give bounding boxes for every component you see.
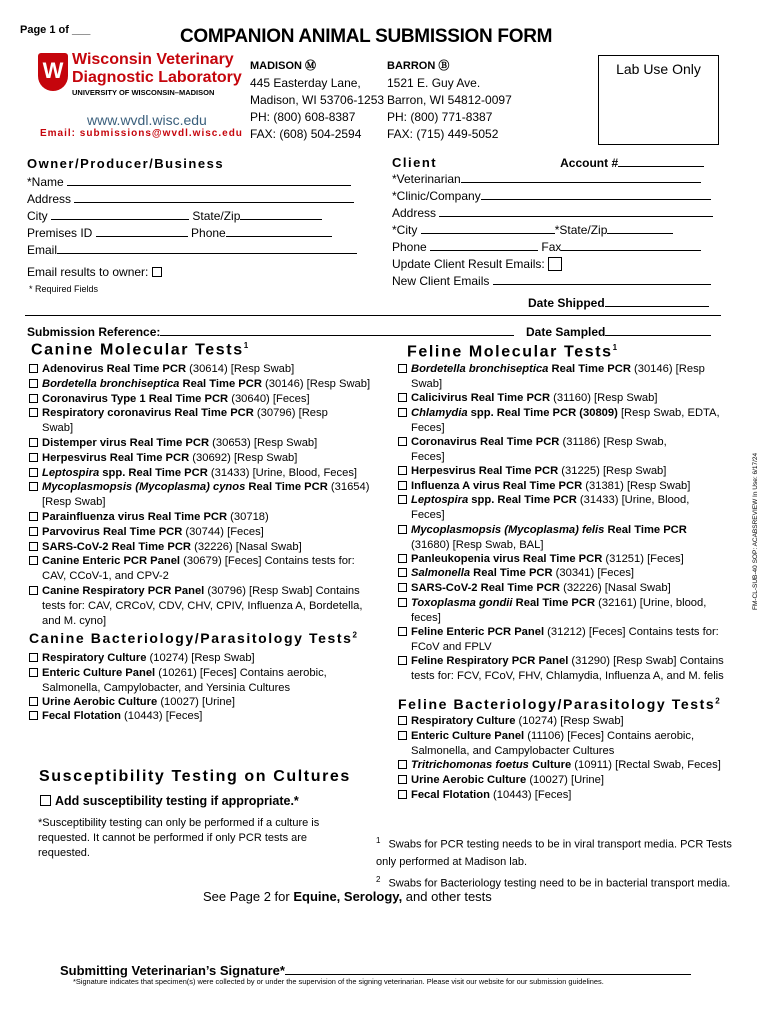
test-option[interactable] bbox=[29, 466, 374, 481]
footnote-2: Swabs for Bacteriology testing need to be in bacterial transport media. bbox=[388, 877, 731, 890]
footnote-ref: 2 bbox=[715, 696, 722, 706]
client-address-label: Address bbox=[392, 206, 437, 220]
divider-line bbox=[25, 315, 721, 316]
test-option[interactable] bbox=[29, 480, 374, 510]
test-name-suffix: spp. Real Time PCR bbox=[468, 494, 577, 507]
test-details-cont: tests for: CAV, CRCoV, CDV, CHV, CPIV, Influenza A, Bordetella, bbox=[42, 600, 363, 612]
test-checkbox[interactable] bbox=[398, 656, 407, 665]
test-name: Influenza A virus Real Time PCR bbox=[411, 479, 583, 492]
test-option[interactable] bbox=[398, 581, 743, 596]
test-checkbox[interactable] bbox=[398, 481, 407, 490]
test-checkbox[interactable] bbox=[29, 394, 38, 403]
test-option[interactable] bbox=[398, 714, 743, 729]
test-details: (31654) bbox=[327, 481, 370, 494]
test-option[interactable] bbox=[29, 451, 374, 466]
test-checkbox[interactable] bbox=[398, 627, 407, 636]
footnote-number: 2 bbox=[376, 874, 381, 884]
test-option[interactable] bbox=[398, 625, 743, 655]
test-details: (30640) [Feces] bbox=[228, 392, 310, 405]
submission-reference-label: Submission Reference: bbox=[27, 325, 161, 339]
test-option[interactable] bbox=[29, 392, 374, 407]
date-sampled bbox=[526, 324, 711, 341]
test-option[interactable] bbox=[398, 493, 743, 523]
owner-heading: Owner/Producer/Business bbox=[27, 156, 225, 171]
new-client-emails-field[interactable] bbox=[493, 273, 711, 285]
email-results-checkbox[interactable] bbox=[152, 267, 162, 277]
email-results-label: Email results to owner: bbox=[27, 265, 149, 279]
test-checkbox[interactable] bbox=[398, 364, 407, 373]
madison-line: Madison, WI 53706-1253 bbox=[250, 93, 385, 107]
test-option[interactable] bbox=[29, 651, 374, 666]
clinic-field[interactable] bbox=[481, 188, 711, 200]
test-option[interactable] bbox=[398, 362, 743, 392]
test-checkbox[interactable] bbox=[29, 586, 38, 595]
test-details-cont: Salmonella, and Campylobacter Cultures bbox=[411, 744, 615, 757]
client-address-field[interactable] bbox=[439, 205, 713, 217]
feline-molecular-heading bbox=[407, 343, 619, 361]
test-option[interactable] bbox=[398, 788, 743, 803]
test-name: Canine Enteric PCR Panel bbox=[42, 555, 181, 568]
test-name: Urine Aerobic Culture bbox=[411, 773, 527, 786]
test-name: SARS-CoV-2 Real Time PCR bbox=[411, 582, 560, 594]
footnote-ref: 1 bbox=[612, 343, 619, 352]
test-details-cont: tests for: FCV, FCoV, FHV, Chlamydia, Influenza A, and M. felis bbox=[411, 670, 724, 682]
test-checkbox[interactable] bbox=[29, 482, 38, 491]
test-checkbox[interactable] bbox=[29, 668, 38, 677]
test-checkbox[interactable] bbox=[29, 653, 38, 662]
form-title: COMPANION ANIMAL SUBMISSION FORM bbox=[180, 26, 553, 47]
test-name: Leptospira bbox=[42, 466, 100, 479]
email-field[interactable] bbox=[57, 242, 357, 254]
website-link[interactable]: www.wvdl.wisc.edu bbox=[87, 112, 207, 128]
test-option[interactable] bbox=[29, 510, 374, 525]
test-checkbox[interactable] bbox=[398, 393, 407, 402]
state-zip-label: State/Zip bbox=[192, 209, 241, 223]
test-checkbox[interactable] bbox=[398, 731, 407, 740]
test-details: (32226) [Nasal Swab] bbox=[191, 540, 302, 553]
test-option[interactable] bbox=[398, 391, 743, 406]
test-name: Panleukopenia virus Real Time PCR bbox=[411, 552, 603, 565]
test-name: Herpesvirus Real Time PCR bbox=[411, 465, 559, 478]
test-option[interactable] bbox=[29, 554, 374, 584]
test-details: (30679) [Feces] Contains tests for: bbox=[180, 555, 355, 568]
client-state-label: *State/Zip bbox=[554, 223, 608, 237]
test-option[interactable] bbox=[29, 709, 374, 724]
test-details-cont: Salmonella, Campylobacter, and Yersinia Cultures bbox=[42, 681, 291, 694]
test-details: (31433) [Urine, Blood, bbox=[576, 494, 690, 507]
test-checkbox[interactable] bbox=[29, 542, 38, 551]
susceptibility-label: Add susceptibility testing if appropriate.* bbox=[55, 794, 299, 808]
signature-line bbox=[60, 962, 691, 978]
note-line: requested. bbox=[38, 847, 90, 859]
test-name-suffix: Real Time PCR bbox=[470, 567, 553, 580]
test-option[interactable] bbox=[398, 773, 743, 788]
test-checkbox[interactable] bbox=[29, 512, 38, 521]
test-details: (30796) [Resp bbox=[253, 407, 328, 420]
test-option[interactable] bbox=[29, 540, 374, 555]
veterinarian-field[interactable] bbox=[461, 171, 701, 183]
test-details: (31160) [Resp Swab] bbox=[550, 392, 658, 405]
phone-label: Phone bbox=[191, 226, 226, 240]
test-details-cont: CAV, CCoV-1, and CPV-2 bbox=[42, 570, 169, 583]
test-checkbox[interactable] bbox=[398, 437, 407, 446]
canine-bact-title: Canine Bacteriology/Parasitology Tests bbox=[29, 630, 353, 646]
test-name: Mycoplasmopsis (Mycoplasma) felis bbox=[411, 523, 605, 536]
test-checkbox[interactable] bbox=[398, 760, 407, 769]
test-option[interactable] bbox=[29, 436, 374, 451]
test-details: (10443) [Feces] bbox=[120, 710, 203, 723]
test-checkbox[interactable] bbox=[29, 379, 38, 388]
test-checkbox[interactable] bbox=[398, 525, 407, 534]
test-name: Enteric Culture Panel bbox=[411, 729, 525, 742]
test-details-cont: Swab] bbox=[411, 378, 443, 390]
address-field[interactable] bbox=[74, 191, 354, 203]
canine-bact-heading bbox=[29, 630, 359, 646]
test-name: Bordetella bronchiseptica bbox=[42, 377, 180, 390]
test-option[interactable] bbox=[398, 464, 743, 479]
test-name: Tritrichomonas foetus bbox=[411, 759, 529, 772]
test-details-cont: Feces] bbox=[411, 421, 445, 434]
client-city-label: *City bbox=[392, 223, 418, 237]
test-name-suffix: spp. Real Time PCR (30809) bbox=[467, 406, 618, 419]
madison-line: PH: (800) 608-8387 bbox=[250, 110, 356, 124]
test-details-cont: feces] bbox=[411, 611, 441, 624]
test-checkbox[interactable] bbox=[398, 495, 407, 504]
test-name: Calicivirus Real Time PCR bbox=[411, 392, 551, 405]
test-details: (31381) [Resp Swab] bbox=[582, 479, 691, 492]
footnote-1: Swabs for PCR testing needs to be in viral transport media. PCR Tests bbox=[388, 838, 732, 851]
test-checkbox[interactable] bbox=[398, 775, 407, 784]
test-details-cont: (31680) [Resp Swab, BAL] bbox=[411, 538, 544, 551]
page2-pre: See Page 2 for bbox=[203, 889, 294, 904]
madison-address bbox=[250, 58, 384, 143]
susceptibility-checkbox[interactable] bbox=[40, 795, 51, 806]
test-details-cont: and M. cyno] bbox=[42, 615, 107, 627]
test-option[interactable] bbox=[398, 566, 743, 581]
feline-bact-heading bbox=[398, 696, 721, 712]
phone-field[interactable] bbox=[226, 225, 332, 237]
test-checkbox[interactable] bbox=[29, 438, 38, 447]
test-option[interactable] bbox=[398, 523, 743, 553]
test-option[interactable] bbox=[398, 654, 743, 684]
test-name-suffix: Real Time PCR bbox=[512, 596, 596, 609]
test-checkbox[interactable] bbox=[29, 468, 38, 477]
susceptibility-option[interactable] bbox=[40, 794, 299, 808]
test-name: Feline Enteric PCR Panel bbox=[411, 625, 545, 638]
test-option[interactable] bbox=[29, 406, 374, 436]
test-checkbox[interactable] bbox=[398, 568, 407, 577]
susceptibility-heading: Susceptibility Testing on Cultures bbox=[39, 768, 351, 785]
note-line: *Susceptibility testing can only be performed if a culture is bbox=[38, 817, 320, 829]
test-name: Respiratory Culture bbox=[411, 715, 516, 727]
client-state-field[interactable] bbox=[607, 222, 673, 234]
page2-note bbox=[203, 889, 492, 904]
email-link[interactable]: Email: submissions@wvdl.wisc.edu bbox=[40, 128, 243, 139]
test-option[interactable] bbox=[29, 695, 374, 710]
footnote-1-cont: only performed at Madison lab. bbox=[376, 855, 528, 868]
signature-field[interactable] bbox=[285, 962, 691, 975]
test-checkbox[interactable] bbox=[398, 466, 407, 475]
canine-molecular-title: Canine Molecular Tests bbox=[31, 341, 244, 359]
test-details-cont: Feces] bbox=[411, 451, 445, 463]
test-details: (31290) [Resp Swab] Contains bbox=[568, 655, 724, 667]
test-details: (10443) [Feces] bbox=[489, 788, 572, 801]
canine-molecular-heading bbox=[31, 341, 250, 359]
name-label: *Name bbox=[27, 175, 64, 189]
test-checkbox[interactable] bbox=[398, 790, 407, 799]
test-name: Fecal Flotation bbox=[411, 788, 490, 801]
test-details: (31186) [Resp Swab, bbox=[559, 436, 667, 448]
test-checkbox[interactable] bbox=[398, 583, 407, 592]
state-zip-field[interactable] bbox=[240, 208, 322, 220]
name-field[interactable] bbox=[67, 174, 351, 186]
test-name: Coronavirus Type 1 Real Time PCR bbox=[42, 392, 229, 405]
test-details: (10027) [Urine] bbox=[526, 773, 604, 786]
test-checkbox[interactable] bbox=[29, 453, 38, 462]
date-shipped-field[interactable] bbox=[605, 295, 709, 307]
test-details: (32226) [Nasal Swab] bbox=[560, 582, 671, 594]
barron-address bbox=[387, 58, 512, 143]
update-emails-label: Update Client Result Emails: bbox=[392, 257, 545, 271]
test-option[interactable] bbox=[398, 552, 743, 567]
test-checkbox[interactable] bbox=[398, 554, 407, 563]
test-details: (11106) [Feces] Contains aerobic, bbox=[524, 729, 695, 742]
test-details: (31212) [Feces] Contains tests for: bbox=[544, 625, 719, 638]
test-name: Bordetella bronchiseptica bbox=[411, 363, 549, 375]
test-checkbox[interactable] bbox=[29, 697, 38, 706]
test-details: [Resp Swab, EDTA, bbox=[617, 406, 720, 419]
test-checkbox[interactable] bbox=[398, 598, 407, 607]
test-details: (31251) [Feces] bbox=[602, 552, 684, 565]
test-checkbox[interactable] bbox=[29, 556, 38, 565]
barron-title: BARRON Ⓑ bbox=[387, 60, 450, 72]
test-details: (10274) [Resp Swab] bbox=[515, 715, 624, 727]
test-option[interactable] bbox=[398, 596, 743, 626]
test-checkbox[interactable] bbox=[29, 364, 38, 373]
address-label: Address bbox=[27, 192, 72, 206]
city-field[interactable] bbox=[51, 208, 189, 220]
test-name: Respiratory coronavirus Real Time PCR bbox=[42, 407, 254, 420]
test-checkbox[interactable] bbox=[29, 408, 38, 417]
test-details: (30718) bbox=[227, 511, 269, 523]
test-name: Parvovirus Real Time PCR bbox=[42, 525, 183, 538]
new-client-emails-label: New Client Emails bbox=[392, 274, 490, 288]
premises-label: Premises ID bbox=[27, 226, 93, 240]
owner-fields bbox=[27, 174, 367, 281]
test-name: Salmonella bbox=[411, 567, 471, 580]
test-name: Distemper virus Real Time PCR bbox=[42, 437, 210, 449]
form-version-text: FM-CL-SUB-40 SOP: ACABSREVIEW In Use: 6/17/24 bbox=[752, 452, 759, 610]
signature-label: Submitting Veterinarian’s Signature* bbox=[60, 963, 285, 978]
test-details: (30146) [Resp Swab] bbox=[261, 377, 371, 390]
footnotes bbox=[376, 832, 746, 892]
feline-molecular-title: Feline Molecular Tests bbox=[407, 343, 613, 361]
test-option[interactable] bbox=[398, 479, 743, 494]
test-option[interactable] bbox=[398, 758, 743, 773]
test-name: Fecal Flotation bbox=[42, 710, 121, 723]
account-field[interactable] bbox=[618, 155, 704, 167]
test-name: Leptospira bbox=[411, 494, 469, 507]
test-details-cont: Swab] bbox=[42, 422, 74, 435]
required-fields-note: * Required Fields bbox=[29, 284, 99, 294]
test-name: Canine Respiratory PCR Panel bbox=[42, 585, 205, 597]
test-name: Coronavirus Real Time PCR bbox=[411, 436, 560, 448]
client-phone-label: Phone bbox=[392, 240, 427, 254]
test-details: (10261) [Feces] Contains aerobic, bbox=[155, 666, 327, 679]
lab-use-label: Lab Use Only bbox=[616, 61, 701, 77]
footnote-ref: 1 bbox=[243, 341, 250, 350]
test-checkbox[interactable] bbox=[398, 408, 407, 417]
page2-bold: Equine, Serology, bbox=[293, 889, 403, 904]
test-details: (10274) [Resp Swab] bbox=[146, 652, 255, 664]
email-label: Email bbox=[27, 243, 58, 257]
test-name-suffix: Culture bbox=[528, 759, 572, 772]
page2-post: and other tests bbox=[402, 889, 492, 904]
date-shipped bbox=[528, 295, 709, 312]
test-option[interactable] bbox=[398, 729, 743, 759]
susceptibility-note bbox=[38, 816, 319, 861]
test-details: (32161) [Urine, blood, bbox=[595, 596, 707, 609]
test-details: (30692) [Resp Swab] bbox=[189, 451, 298, 464]
logo-line3: UNIVERSITY OF WISCONSIN–MADISON bbox=[72, 88, 215, 97]
test-checkbox[interactable] bbox=[29, 527, 38, 536]
page-number-label: Page 1 of ___ bbox=[20, 24, 91, 36]
madison-line: FAX: (608) 504-2594 bbox=[250, 127, 362, 141]
city-label: City bbox=[27, 209, 48, 223]
veterinarian-label: *Veterinarian bbox=[392, 172, 461, 186]
test-option[interactable] bbox=[398, 406, 743, 436]
date-sampled-field[interactable] bbox=[605, 324, 711, 336]
test-name: Toxoplasma gondii bbox=[411, 596, 513, 609]
test-details: (30744) [Feces] bbox=[182, 525, 264, 538]
test-name: Herpesvirus Real Time PCR bbox=[42, 451, 190, 464]
test-name: Respiratory Culture bbox=[42, 652, 147, 664]
test-name: Chlamydia bbox=[411, 406, 468, 419]
logo-line1: Wisconsin Veterinary bbox=[72, 51, 234, 68]
signature-note: *Signature indicates that specimen(s) were collected by or under the supervision of the signing veterinarian. Please visit our website for our submission guidelines. bbox=[73, 977, 604, 986]
test-details: (30796) [Resp Swab] Contains bbox=[204, 585, 360, 597]
feline-bact-title: Feline Bacteriology/Parasitology Tests bbox=[398, 696, 716, 712]
date-sampled-label: Date Sampled bbox=[526, 325, 606, 339]
date-shipped-label: Date Shipped bbox=[528, 296, 605, 310]
test-details: (30341) [Feces] bbox=[552, 567, 635, 580]
test-name: Feline Respiratory PCR Panel bbox=[411, 655, 569, 667]
test-option[interactable] bbox=[29, 666, 374, 696]
test-details: (31225) [Resp Swab] bbox=[558, 465, 667, 478]
test-details: (31433) [Urine, Blood, Feces] bbox=[207, 466, 358, 479]
test-name: Mycoplasmopsis (Mycoplasma) cynos bbox=[42, 481, 246, 494]
test-checkbox[interactable] bbox=[398, 716, 407, 725]
test-name: Adenovirus Real Time PCR bbox=[42, 363, 187, 375]
test-details: (30146) [Resp bbox=[630, 363, 705, 375]
barron-line: FAX: (715) 449-5052 bbox=[387, 127, 499, 141]
test-name: Parainfluenza virus Real Time PCR bbox=[42, 511, 228, 523]
barron-line: 1521 E. Guy Ave. bbox=[387, 76, 481, 90]
test-name-suffix: Real Time PCR bbox=[179, 377, 262, 390]
lab-use-box bbox=[598, 55, 719, 145]
test-checkbox[interactable] bbox=[29, 711, 38, 720]
client-phone-field[interactable] bbox=[430, 239, 538, 251]
client-fax-label: Fax bbox=[541, 240, 562, 254]
test-option[interactable] bbox=[29, 584, 374, 629]
test-name: Urine Aerobic Culture bbox=[42, 695, 158, 708]
test-details: (10027) [Urine] bbox=[157, 695, 235, 708]
note-line: requested. It cannot be performed if only PCR tests are bbox=[38, 832, 308, 844]
test-details: (10911) [Rectal Swab, Feces] bbox=[571, 759, 721, 772]
test-details-cont: FCoV and FPLV bbox=[411, 640, 492, 653]
barron-line: PH: (800) 771-8387 bbox=[387, 110, 493, 124]
logo-line2: Diagnostic Laboratory bbox=[72, 69, 242, 86]
account-label: Account # bbox=[560, 156, 619, 170]
test-details: (30614) [Resp Swab] bbox=[186, 363, 295, 375]
barron-line: Barron, WI 54812-0097 bbox=[387, 93, 512, 107]
test-option[interactable] bbox=[29, 362, 374, 377]
test-details: (30653) [Resp Swab] bbox=[209, 437, 318, 449]
test-name: SARS-CoV-2 Real Time PCR bbox=[42, 540, 191, 553]
test-option[interactable] bbox=[29, 377, 374, 392]
test-details-cont: Feces] bbox=[411, 509, 445, 522]
madison-line: 445 Easterday Lane, bbox=[250, 76, 361, 90]
client-section bbox=[392, 154, 722, 290]
client-heading: Client bbox=[392, 155, 438, 170]
test-name: Enteric Culture Panel bbox=[42, 666, 156, 679]
test-option[interactable] bbox=[29, 525, 374, 540]
test-name-suffix: Real Time PCR bbox=[548, 363, 631, 375]
test-name-suffix: Real Time PCR bbox=[245, 481, 328, 494]
test-name-suffix: Real Time PCR bbox=[604, 523, 687, 536]
test-name-suffix: spp. Real Time PCR bbox=[99, 466, 208, 479]
shield-logo-icon: W bbox=[38, 53, 68, 91]
submission-reference bbox=[27, 324, 514, 341]
client-fax-field[interactable] bbox=[561, 239, 701, 251]
update-emails-checkbox[interactable] bbox=[548, 257, 562, 271]
clinic-label: *Clinic/Company bbox=[392, 189, 481, 203]
test-details-cont: [Resp Swab] bbox=[42, 496, 106, 509]
madison-title: MADISON Ⓜ bbox=[250, 60, 316, 72]
footnote-ref: 2 bbox=[352, 630, 359, 640]
footnote-number: 1 bbox=[376, 836, 381, 845]
submission-reference-field[interactable] bbox=[160, 324, 514, 336]
test-option[interactable] bbox=[398, 435, 743, 465]
wvdl-logo bbox=[38, 51, 242, 115]
client-city-field[interactable] bbox=[421, 222, 555, 234]
premises-field[interactable] bbox=[96, 225, 188, 237]
